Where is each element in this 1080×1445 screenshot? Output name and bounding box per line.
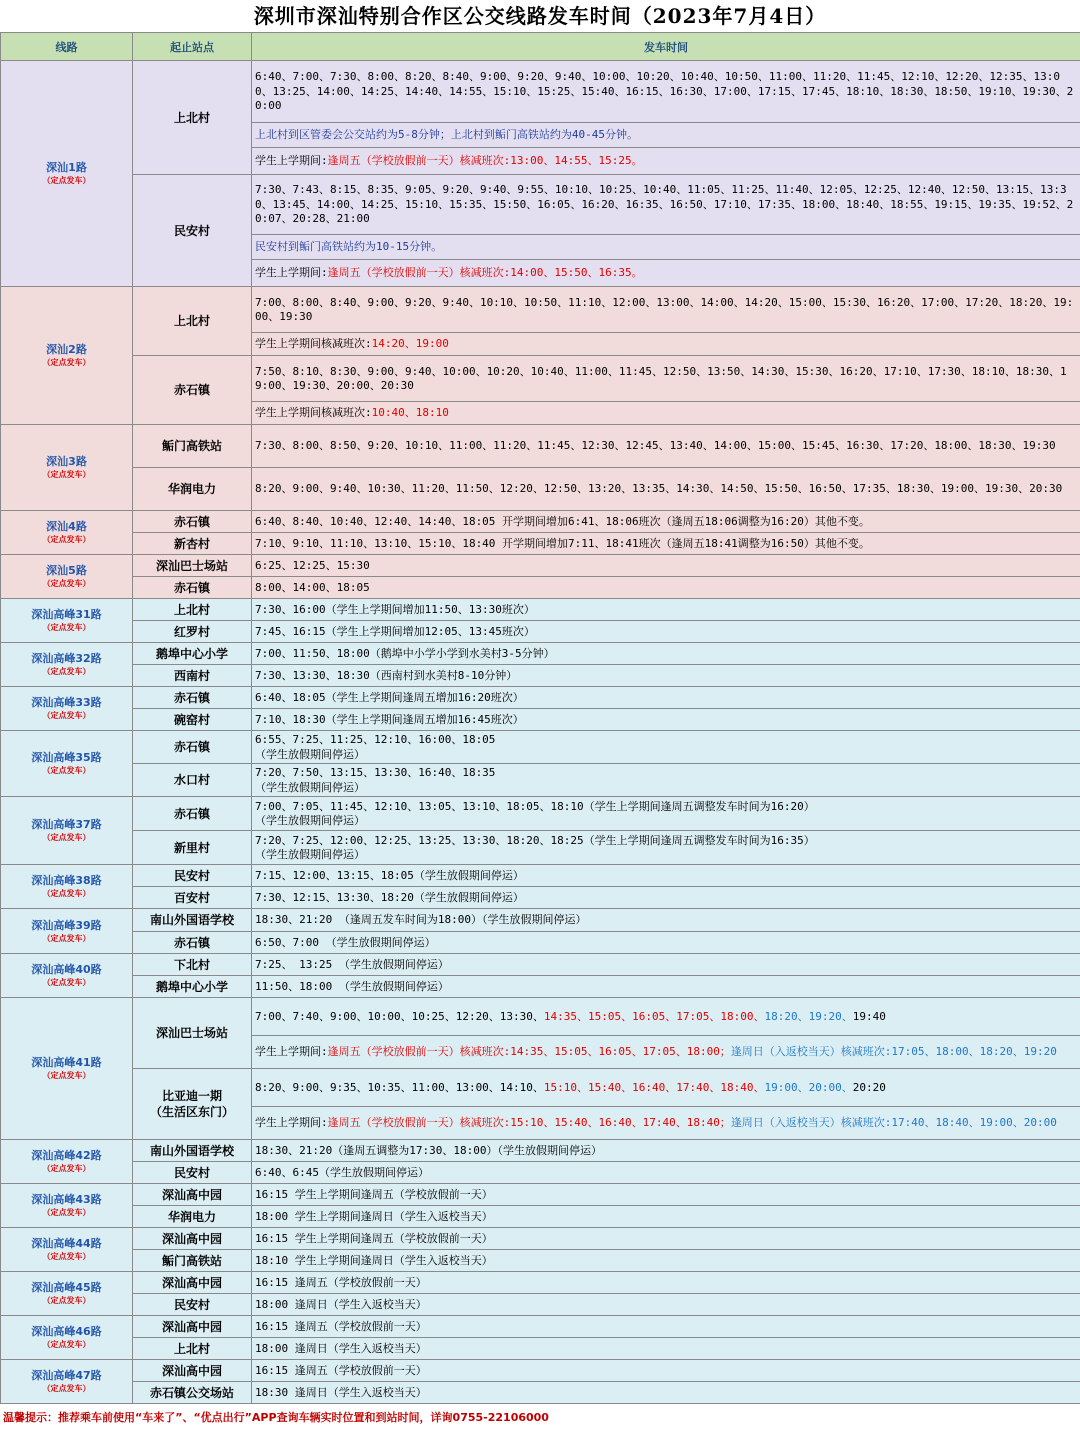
route-name: 深汕高峰44路 — [31, 1237, 102, 1250]
route-fixed-departure-note: （定点发车） — [42, 667, 91, 676]
table-row — [1, 687, 1080, 709]
stop-name: 深汕高中园 — [133, 1228, 252, 1250]
table-row — [1, 731, 1080, 764]
departure-times — [252, 887, 1080, 909]
route-cell — [1, 425, 133, 511]
table-row — [1, 865, 1080, 887]
time-text: 16:15 学生上学期间逢周五（学校放假前一天） — [255, 1187, 493, 1201]
departure-times — [252, 333, 1080, 356]
time-text: 7:00、11:50、18:00（鹅埠中小学小学到水美村3-5分钟） — [255, 646, 555, 660]
time-text-teal: 逢周日（入返校当天）核减班次:17:05、18:00、18:20、19:20 — [730, 1045, 1057, 1059]
time-text-teal: 18:20、19:20、 — [764, 1009, 853, 1023]
departure-times — [252, 1316, 1080, 1338]
stop-name: 深汕高中园 — [133, 1360, 252, 1382]
departure-times — [252, 599, 1080, 621]
route-cell — [1, 1360, 133, 1404]
time-text: 学生上学期间: — [255, 154, 328, 168]
route-cell — [1, 287, 133, 425]
time-text: 18:30、21:20 （逢周五发车时间为18:00）（学生放假期间停运） — [255, 913, 587, 927]
stop-name: 华润电力 — [133, 468, 252, 511]
table-row — [1, 932, 1080, 954]
time-text-red: 逢周五（学校放假前一天）核减班次:14:35、15:05、16:05、17:05、18:00； — [327, 1045, 731, 1059]
route-name: 深汕高峰47路 — [31, 1369, 102, 1382]
route-name: 深汕高峰31路 — [31, 608, 102, 621]
departure-times — [252, 1140, 1080, 1162]
departure-times — [252, 909, 1080, 932]
time-text: 18:00 逢周日（学生入返校当天） — [255, 1341, 427, 1355]
table-row — [1, 287, 1080, 333]
stop-name: 民安村 — [133, 1162, 252, 1184]
time-text: 7:15、12:00、13:15、18:05（学生放假期间停运） — [255, 868, 524, 882]
time-text: 7:50、8:10、8:30、9:00、9:40、10:00、10:20、10:40、11:00、11:45、12:50、13:50、14:30、15:30、16:20、17:10、17:30、18:10、18:30、19:00、19:30、20:00、20:30 — [255, 364, 1067, 392]
departure-times — [252, 764, 1080, 797]
departure-times — [252, 175, 1080, 235]
time-text: 7:30、12:15、13:30、18:20（学生放假期间停运） — [255, 890, 524, 904]
stop-name: 赤石镇 — [133, 731, 252, 764]
route-name: 深汕高峰42路 — [31, 1149, 102, 1162]
stop-name: 南山外国语学校 — [133, 909, 252, 932]
departure-times — [252, 831, 1080, 865]
table-row — [1, 1184, 1080, 1206]
time-text: 6:25、12:25、15:30 — [255, 558, 370, 572]
departure-times — [252, 865, 1080, 887]
route-cell — [1, 1228, 133, 1272]
time-text-red: 逢周五（学校放假前一天）核减班次:15:10、15:40、16:40、17:40、18:40； — [327, 1116, 731, 1130]
route-fixed-departure-note: （定点发车） — [42, 1208, 91, 1217]
table-row — [1, 976, 1080, 998]
route-name: 深汕高峰40路 — [31, 963, 102, 976]
table-row — [1, 1250, 1080, 1272]
table-row — [1, 599, 1080, 621]
header-stop: 起止站点 — [133, 33, 252, 61]
departure-times — [252, 797, 1080, 831]
schedule-table — [0, 32, 1080, 1404]
stop-name: 深汕高中园 — [133, 1272, 252, 1294]
departure-times — [252, 148, 1080, 175]
time-text: 19:40 — [852, 1009, 886, 1023]
stop-name: 赤石镇 — [133, 577, 252, 599]
time-text: 学生上学期间: — [255, 1116, 328, 1130]
stop-name: 鹅埠中心小学 — [133, 643, 252, 665]
stop-name: 碗窑村 — [133, 709, 252, 731]
table-row — [1, 665, 1080, 687]
route-cell — [1, 1184, 133, 1228]
departure-times — [252, 643, 1080, 665]
departure-times — [252, 621, 1080, 643]
departure-times — [252, 976, 1080, 998]
departure-times — [252, 1338, 1080, 1360]
table-header-row — [1, 33, 1080, 61]
route-fixed-departure-note: （定点发车） — [42, 978, 91, 987]
stop-name: 民安村 — [133, 175, 252, 287]
time-text: 7:30、13:30、18:30（西南村到水美村8-10分钟） — [255, 668, 518, 682]
time-text: 6:40、7:00、7:30、8:00、8:20、8:40、9:00、9:20、9:40、10:00、10:20、10:40、10:50、11:00、11:20、11:45、12:10、12:20、12:35、13:00、13:25、14:00、14:25、14:40、14:55、15:10、15:25、15:40、16:15、16:30、17:00、17:15、17:45、18:10、18:30、18:50、19:10、19:30、20:00 — [255, 70, 1074, 113]
stop-name: 鲘门高铁站 — [133, 425, 252, 468]
time-text: 7:10、9:10、11:10、13:10、15:10、18:40 开学期间增加7:11、18:41班次（逢周五18:41调整为16:50）其他不变。 — [255, 536, 870, 550]
time-text: 18:30、21:20（逢周五调整为17:30、18:00）（学生放假期间停运） — [255, 1143, 602, 1157]
departure-times — [252, 932, 1080, 954]
table-row — [1, 356, 1080, 402]
route-fixed-departure-note: （定点发车） — [42, 833, 91, 842]
table-row — [1, 61, 1080, 123]
stop-name: 深汕巴士场站 — [133, 998, 252, 1069]
time-text: 20:20 — [852, 1080, 886, 1094]
time-text-red: 10:40、18:10 — [371, 406, 449, 420]
stop-name: 赤石镇 — [133, 932, 252, 954]
route-cell — [1, 511, 133, 555]
departure-times — [252, 687, 1080, 709]
route-name: 深汕高峰39路 — [31, 918, 102, 932]
route-cell — [1, 1272, 133, 1316]
time-text-teal: 逢周日（入返校当天）核减班次:17:40、18:40、19:00、20:00 — [730, 1116, 1057, 1130]
departure-times — [252, 1294, 1080, 1316]
stop-name: 深汕高中园 — [133, 1316, 252, 1338]
stop-name: 红罗村 — [133, 621, 252, 643]
table-row — [1, 998, 1080, 1036]
time-text: 学生上学期间: — [255, 266, 328, 280]
route-name: 深汕高峰43路 — [31, 1193, 102, 1206]
departure-times — [252, 1228, 1080, 1250]
departure-times — [252, 954, 1080, 976]
table-row — [1, 643, 1080, 665]
stop-name: 百安村 — [133, 887, 252, 909]
table-row — [1, 1316, 1080, 1338]
table-row — [1, 1228, 1080, 1250]
time-text: 学生上学期间: — [255, 1045, 328, 1059]
route-cell — [1, 1316, 133, 1360]
table-row — [1, 1360, 1080, 1382]
departure-times — [252, 555, 1080, 577]
stop-name: 上北村 — [133, 1338, 252, 1360]
route-name: 深汕2路 — [46, 343, 87, 356]
stop-name: 新杏村 — [133, 533, 252, 555]
route-name: 深汕高峰46路 — [31, 1325, 102, 1338]
route-fixed-departure-note: （定点发车） — [42, 623, 91, 632]
table-row — [1, 831, 1080, 865]
route-fixed-departure-note: （定点发车） — [42, 579, 91, 588]
departure-times — [252, 468, 1080, 511]
time-text: 11:50、18:00 （学生放假期间停运） — [255, 979, 449, 993]
header-route: 线路 — [1, 33, 133, 61]
route-fixed-departure-note: （定点发车） — [42, 1340, 91, 1349]
table-row — [1, 425, 1080, 468]
route-cell — [1, 1140, 133, 1184]
route-cell — [1, 555, 133, 599]
time-text: 16:15 逢周五（学校放假前一天） — [255, 1275, 427, 1289]
table-row — [1, 468, 1080, 511]
time-text-blue: 民安村到鲘门高铁站约为10-15分钟。 — [255, 240, 443, 254]
stop-name: 赤石镇 — [133, 511, 252, 533]
route-fixed-departure-note: （定点发车） — [42, 1252, 91, 1261]
table-row — [1, 1338, 1080, 1360]
route-fixed-departure-note: （定点发车） — [42, 766, 91, 775]
stop-name: 赤石镇公交场站 — [133, 1382, 252, 1404]
departure-times — [252, 533, 1080, 555]
route-name: 深汕高峰38路 — [31, 874, 102, 887]
departure-times — [252, 1382, 1080, 1404]
departure-times — [252, 402, 1080, 425]
departure-times — [252, 1206, 1080, 1228]
table-row — [1, 1162, 1080, 1184]
time-text: 7:25、 13:25 （学生放假期间停运） — [255, 957, 449, 971]
departure-times — [252, 1272, 1080, 1294]
table-row — [1, 887, 1080, 909]
departure-times — [252, 61, 1080, 123]
departure-times — [252, 356, 1080, 402]
route-name: 深汕高峰35路 — [31, 751, 102, 764]
stop-name: 比亚迪一期 （生活区东门） — [133, 1069, 252, 1140]
time-text: 7:45、16:15（学生上学期间增加12:05、13:45班次） — [255, 624, 535, 638]
stop-name: 西南村 — [133, 665, 252, 687]
time-text: 18:00 逢周日（学生入返校当天） — [255, 1297, 427, 1311]
stop-name: 鹅埠中心小学 — [133, 976, 252, 998]
stop-name: 下北村 — [133, 954, 252, 976]
time-text: 学生上学期间核减班次: — [255, 406, 372, 420]
route-cell — [1, 731, 133, 797]
time-text-teal: 19:00、20:00、 — [764, 1080, 853, 1094]
departure-times — [252, 123, 1080, 148]
route-name: 深汕高峰32路 — [31, 652, 102, 665]
table-row — [1, 909, 1080, 932]
departure-times — [252, 1184, 1080, 1206]
time-text: 7:00、8:00、8:40、9:00、9:20、9:40、10:10、10:50、11:10、12:00、13:00、14:00、14:20、15:00、15:30、16:20、17:00、17:20、18:20、19:00、19:30 — [255, 295, 1074, 323]
table-row — [1, 1069, 1080, 1107]
route-fixed-departure-note: （定点发车） — [42, 1384, 91, 1393]
route-name: 深汕高峰45路 — [31, 1281, 102, 1294]
route-name: 深汕4路 — [46, 520, 87, 533]
time-text: 7:20、7:50、13:15、13:30、16:40、18:35 （学生放假期间停运） — [255, 766, 496, 794]
departure-times — [252, 1360, 1080, 1382]
table-row — [1, 1294, 1080, 1316]
route-name: 深汕3路 — [46, 455, 87, 468]
time-text: 18:30 逢周日（学生入返校当天） — [255, 1385, 427, 1399]
time-text: 8:20、9:00、9:40、10:30、11:20、11:50、12:20、12:50、13:20、13:35、14:30、14:50、15:50、16:50、17:35、18:30、19:00、19:30、20:30 — [255, 482, 1063, 496]
route-name: 深汕1路 — [46, 161, 87, 174]
stop-name: 深汕巴士场站 — [133, 555, 252, 577]
table-row — [1, 621, 1080, 643]
departure-times — [252, 235, 1080, 260]
time-text: 18:10 学生上学期间逢周日（学生入返校当天） — [255, 1253, 493, 1267]
footer-tip: 温馨提示：推荐乘车前使用“车来了”、“优点出行”APP查询车辆实时位置和到站时间，详询0755-22106000 — [3, 1411, 549, 1424]
route-cell — [1, 643, 133, 687]
time-text-red: 逢周五（学校放假前一天）核减班次:14:00、15:50、16:35。 — [327, 266, 643, 280]
departure-times — [252, 709, 1080, 731]
table-row — [1, 175, 1080, 235]
departure-times — [252, 1107, 1080, 1140]
time-text: 16:15 学生上学期间逢周五（学校放假前一天） — [255, 1231, 493, 1245]
table-row — [1, 1206, 1080, 1228]
route-name: 深汕5路 — [46, 564, 87, 577]
departure-times — [252, 1250, 1080, 1272]
departure-times — [252, 511, 1080, 533]
time-text: 6:55、7:25、11:25、12:10、16:00、18:05 （学生放假期间停运） — [255, 733, 496, 761]
time-text: 6:40、18:05（学生上学期间逢周五增加16:20班次） — [255, 690, 524, 704]
route-fixed-departure-note: （定点发车） — [42, 176, 91, 185]
time-text: 7:00、7:05、11:45、12:10、13:05、13:10、18:05、18:10（学生上学期间逢周五调整发车时间为16:20） （学生放假期间停运） — [255, 799, 815, 827]
route-fixed-departure-note: （定点发车） — [42, 535, 91, 544]
table-row — [1, 511, 1080, 533]
route-fixed-departure-note: （定点发车） — [42, 1296, 91, 1305]
route-cell — [1, 61, 133, 287]
time-text: 6:40、8:40、10:40、12:40、14:40、18:05 开学期间增加6:41、18:06班次（逢周五18:06调整为16:20）其他不变。 — [255, 514, 870, 528]
stop-name: 民安村 — [133, 1294, 252, 1316]
table-row — [1, 1272, 1080, 1294]
time-text-red: 14:35、15:05、16:05、17:05、18:00、 — [543, 1009, 765, 1023]
route-fixed-departure-note: （定点发车） — [42, 1164, 91, 1173]
route-fixed-departure-note: （定点发车） — [42, 470, 91, 479]
time-text-blue: 上北村到区管委会公交站约为5-8分钟；上北村到鲘门高铁站约为40-45分钟。 — [255, 128, 638, 142]
time-text: 7:30、8:00、8:50、9:20、10:10、11:00、11:20、11:45、12:30、12:45、13:40、14:00、15:00、15:45、16:30、17:20、18:00、18:30、19:30 — [255, 439, 1056, 453]
stop-name: 南山外国语学校 — [133, 1140, 252, 1162]
route-cell — [1, 998, 133, 1140]
time-text: 7:20、7:25、12:00、12:25、13:25、13:30、18:20、18:25（学生上学期间逢周五调整发车时间为16:35） （学生放假期间停运） — [255, 833, 815, 861]
table-row — [1, 1140, 1080, 1162]
stop-name: 上北村 — [133, 287, 252, 356]
time-text: 8:00、14:00、18:05 — [255, 580, 370, 594]
route-cell — [1, 599, 133, 643]
route-cell — [1, 687, 133, 731]
route-fixed-departure-note: （定点发车） — [42, 889, 91, 898]
departure-times — [252, 1162, 1080, 1184]
departure-times — [252, 577, 1080, 599]
stop-name: 新里村 — [133, 831, 252, 865]
time-text: 6:50、7:00 （学生放假期间停运） — [255, 935, 436, 949]
stop-name: 上北村 — [133, 599, 252, 621]
time-text-red: 逢周五（学校放假前一天）核减班次:13:00、14:55、15:25。 — [327, 154, 643, 168]
table-row — [1, 577, 1080, 599]
stop-name: 华润电力 — [133, 1206, 252, 1228]
stop-name: 赤石镇 — [133, 356, 252, 425]
time-text: 学生上学期间核减班次: — [255, 337, 372, 351]
time-text: 6:40、6:45（学生放假期间停运） — [255, 1165, 429, 1179]
departure-times — [252, 425, 1080, 468]
page-title: 深圳市深汕特别合作区公交线路发车时间（2023年7月4日） — [253, 4, 827, 28]
route-cell — [1, 954, 133, 998]
table-row — [1, 797, 1080, 831]
route-cell — [1, 865, 133, 909]
stop-name: 赤石镇 — [133, 797, 252, 831]
route-name: 深汕高峰37路 — [31, 818, 102, 831]
departure-times — [252, 260, 1080, 287]
stop-name: 赤石镇 — [133, 687, 252, 709]
departure-times — [252, 1069, 1080, 1107]
table-row — [1, 533, 1080, 555]
departure-times — [252, 665, 1080, 687]
table-row — [1, 954, 1080, 976]
time-text: 16:15 逢周五（学校放假前一天） — [255, 1363, 427, 1377]
route-fixed-departure-note: （定点发车） — [42, 711, 91, 720]
header-time: 发车时间 — [252, 33, 1080, 61]
table-row — [1, 1382, 1080, 1404]
route-fixed-departure-note: （定点发车） — [42, 933, 91, 943]
time-text: 7:10、18:30（学生上学期间逢周五增加16:45班次） — [255, 712, 524, 726]
time-text: 16:15 逢周五（学校放假前一天） — [255, 1319, 427, 1333]
departure-times — [252, 1036, 1080, 1069]
route-cell — [1, 909, 133, 954]
departure-times — [252, 998, 1080, 1036]
stop-name: 上北村 — [133, 61, 252, 175]
time-text-red: 15:10、15:40、16:40、17:40、18:40、 — [543, 1080, 765, 1094]
route-name: 深汕高峰33路 — [31, 696, 102, 709]
route-fixed-departure-note: （定点发车） — [42, 358, 91, 367]
time-text: 18:00 学生上学期间逢周日（学生入返校当天） — [255, 1209, 493, 1223]
route-fixed-departure-note: （定点发车） — [42, 1071, 91, 1080]
table-row — [1, 555, 1080, 577]
table-row — [1, 709, 1080, 731]
route-cell — [1, 797, 133, 865]
departure-times — [252, 731, 1080, 764]
stop-name: 鲘门高铁站 — [133, 1250, 252, 1272]
table-row — [1, 764, 1080, 797]
stop-name: 水口村 — [133, 764, 252, 797]
time-text: 7:30、16:00（学生上学期间增加11:50、13:30班次） — [255, 602, 535, 616]
departure-times — [252, 287, 1080, 333]
time-text-red: 14:20、19:00 — [371, 337, 449, 351]
time-text: 7:30、7:43、8:15、8:35、9:05、9:20、9:40、9:55、10:10、10:25、10:40、11:05、11:25、11:40、12:05、12:25、12:40、12:50、13:15、13:30、13:45、14:00、14:25、15:10、15:35、15:50、16:05、16:20、16:35、16:50、17:10、17:35、18:00、18:40、18:55、19:15、19:35、19:52、20:07、20:28、21:00 — [255, 183, 1074, 226]
route-name: 深汕高峰41路 — [31, 1056, 102, 1069]
time-text: 7:00、7:40、9:00、10:00、10:25、12:20、13:30、 — [255, 1009, 544, 1023]
stop-name: 民安村 — [133, 865, 252, 887]
time-text: 8:20、9:00、9:35、10:35、11:00、13:00、14:10、 — [255, 1080, 544, 1094]
stop-name: 深汕高中园 — [133, 1184, 252, 1206]
